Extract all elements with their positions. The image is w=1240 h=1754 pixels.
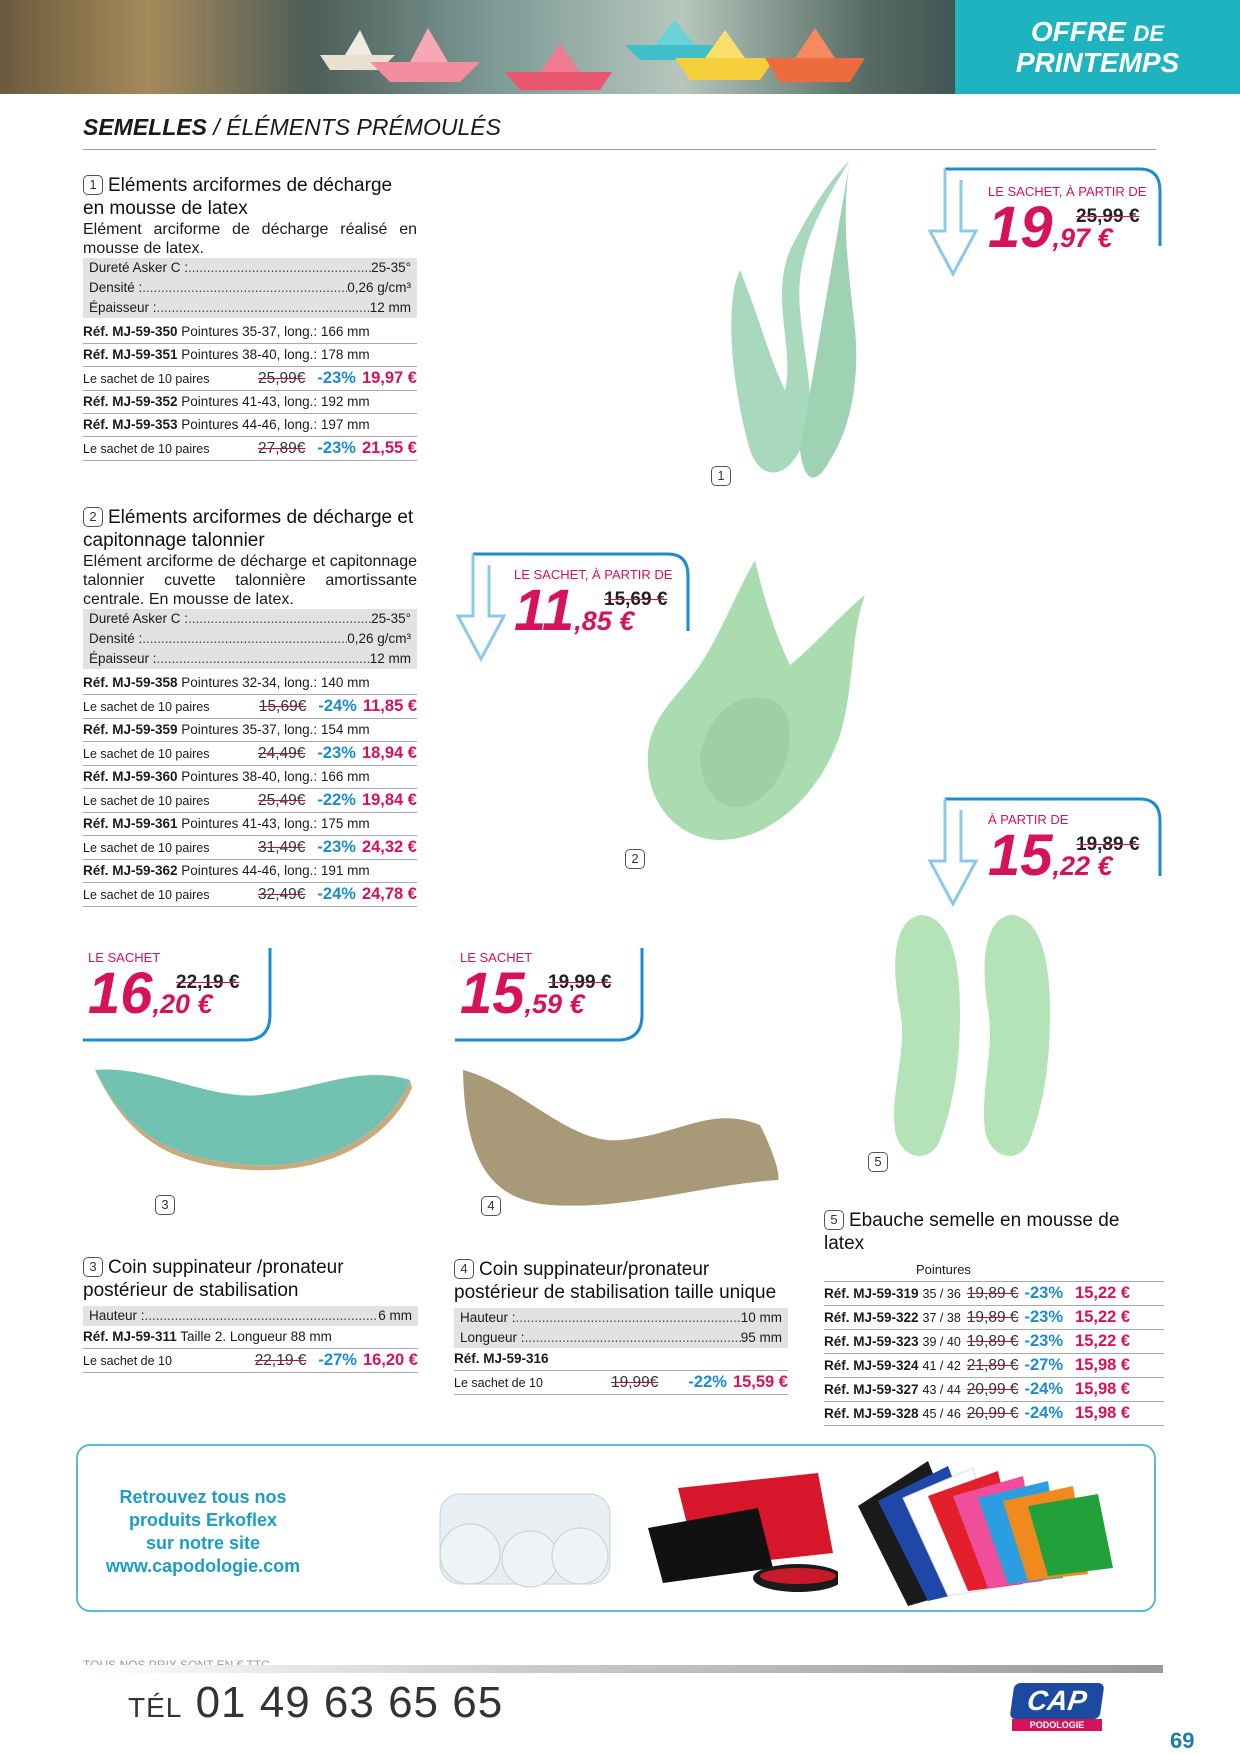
spec-label: Densité : — [89, 631, 143, 646]
product-3-title-text: Coin suppinateur /pronateur postérieur de stabilisation — [83, 1257, 344, 1301]
product-5-title — [824, 1209, 1164, 1255]
old-price: 19,89 € — [966, 1285, 1019, 1302]
price-label: Le sachet de 10 — [454, 1376, 543, 1390]
image-number-2: 2 — [625, 849, 645, 869]
product-4-specs — [454, 1308, 788, 1348]
new-price: 21,55 € — [361, 439, 417, 457]
price-tag-cents: ,85 € — [574, 606, 635, 636]
cap-logo — [1012, 1683, 1102, 1733]
ref-desc: Pointures 32-34, long.: 140 mm — [177, 675, 370, 690]
new-price: 15,22 € — [1075, 1332, 1131, 1350]
sizes-table-row — [824, 1378, 1164, 1402]
discount: -24% — [1024, 1404, 1064, 1422]
old-price: 32,49€ — [257, 886, 306, 903]
old-price: 27,89€ — [257, 440, 306, 457]
price-row — [83, 836, 417, 860]
sizes-table-row — [824, 1282, 1164, 1306]
ref-code: Réf. MJ-59-362 — [83, 863, 178, 878]
erkoflex-website-link[interactable]: www.capodologie.com — [105, 1556, 301, 1576]
price-label: Le sachet de 10 paires — [83, 888, 210, 902]
price-tag-old-price: 19,89 € — [1076, 834, 1140, 855]
product-2-refs — [83, 672, 417, 907]
spec-label: Longueur : — [460, 1330, 525, 1345]
ref-code: Réf. MJ-59-323 — [824, 1334, 919, 1349]
size-range: 45 / 46 — [922, 1407, 961, 1421]
spec-value: 25-35° — [371, 611, 411, 626]
spec-value: 12 mm — [369, 300, 411, 315]
size-range: 41 / 42 — [922, 1359, 961, 1373]
new-price: 16,20 € — [362, 1351, 418, 1369]
product-3-title — [83, 1256, 418, 1302]
ref-row — [83, 766, 417, 789]
new-price: 15,98 € — [1075, 1404, 1131, 1422]
product-1-image — [700, 150, 900, 500]
new-price: 18,94 € — [361, 744, 417, 762]
ref-row — [83, 813, 417, 836]
price-tag-4 — [460, 950, 612, 1033]
old-price: 19,89 € — [966, 1309, 1019, 1326]
new-price: 15,59 € — [732, 1373, 788, 1391]
erkoflex-line2: produits Erkoflex — [128, 1510, 278, 1530]
product-1-title-text: Eléments arciformes de décharge en mousse de latex — [83, 175, 393, 219]
ref-desc: Pointures 41-43, long.: 192 mm — [177, 394, 370, 409]
spec-value: 12 mm — [369, 651, 411, 666]
spec-row — [83, 629, 417, 649]
spec-value: 0,26 g/cm³ — [347, 631, 411, 646]
price-tag-old-price: 22,19 € — [176, 972, 240, 993]
ref-code: Réf. MJ-59-360 — [83, 769, 178, 784]
price-row — [83, 695, 417, 719]
price-label: Le sachet de 10 paires — [83, 841, 210, 855]
price-label: Le sachet de 10 paires — [83, 372, 210, 386]
ref-desc: Pointures 35-37, long.: 166 mm — [177, 324, 370, 339]
section-title — [83, 114, 501, 141]
section-title-rest: / ÉLÉMENTS PRÉMOULÉS — [206, 114, 501, 140]
price-tag-euros: 11 — [514, 578, 575, 643]
ref-code: Réf. MJ-59-351 — [83, 347, 178, 362]
price-tag-euros: 16 — [88, 961, 153, 1026]
product-5-image — [880, 910, 1080, 1170]
transparent-sheets-image — [430, 1484, 630, 1594]
price-tag-cents: ,22 € — [1052, 851, 1113, 881]
price-tag-caption: LE SACHET, À PARTIR DE — [988, 184, 1147, 199]
old-price: 22,19 € — [254, 1352, 307, 1369]
image-number-1: 1 — [711, 466, 731, 486]
footer-phone — [128, 1678, 503, 1728]
price-tag-caption: À PARTIR DE — [988, 812, 1069, 827]
red-black-sheets-image — [638, 1468, 838, 1603]
product-4-title — [454, 1258, 788, 1304]
new-price: 24,32 € — [361, 838, 417, 856]
old-price: 19,99€ — [610, 1374, 659, 1391]
ref-desc: Taille 2. Longueur 88 mm — [176, 1329, 332, 1344]
new-price: 15,22 € — [1075, 1284, 1131, 1302]
ref-row — [83, 860, 417, 883]
spec-value: 25-35° — [371, 260, 411, 275]
old-price: 25,49€ — [257, 792, 306, 809]
discount: -24% — [317, 885, 356, 903]
ref-code: Réf. MJ-59-350 — [83, 324, 178, 339]
price-tag-5 — [988, 812, 1140, 895]
image-number-3: 3 — [155, 1195, 175, 1215]
price-tag-euros: 19 — [988, 195, 1053, 260]
price-tag-euros: 15 — [460, 961, 525, 1026]
price-tag-cents: ,97 € — [1052, 223, 1113, 253]
spec-row — [83, 609, 417, 629]
discount: -23% — [317, 838, 356, 856]
discount: -27% — [318, 1351, 357, 1369]
sizes-table-row — [824, 1306, 1164, 1330]
product-number-badge: 5 — [824, 1210, 844, 1230]
ref-code: Réf. MJ-59-358 — [83, 675, 178, 690]
product-2-title — [83, 506, 417, 552]
erkoflex-line3: sur notre site — [145, 1533, 261, 1553]
spec-label: Épaisseur : — [89, 300, 157, 315]
old-price: 20,99 € — [966, 1405, 1019, 1422]
spec-leader-dots — [525, 1328, 741, 1348]
new-price: 15,22 € — [1075, 1308, 1131, 1326]
product-2-specs — [83, 609, 417, 669]
ref-desc: Pointures 38-40, long.: 166 mm — [177, 769, 370, 784]
product-1-description: Elément arciforme de décharge réalisé en mousse de latex. — [83, 221, 417, 257]
new-price: 15,98 € — [1075, 1380, 1131, 1398]
phone-number: 01 49 63 65 65 — [182, 1678, 504, 1727]
new-price: 11,85 € — [362, 697, 417, 715]
spec-label: Dureté Asker C : — [89, 260, 189, 275]
ref-desc: Pointures 35-37, long.: 154 mm — [177, 722, 370, 737]
ref-code: Réf. MJ-59-361 — [83, 816, 178, 831]
spec-leader-dots — [188, 258, 371, 278]
spec-leader-dots — [516, 1308, 741, 1328]
spec-leader-dots — [157, 649, 370, 669]
product-3-ref — [83, 1326, 418, 1349]
discount: -23% — [1024, 1284, 1064, 1302]
ref-row — [83, 719, 417, 742]
erkoflex-text — [98, 1486, 308, 1578]
ref-row — [83, 321, 417, 344]
product-number-badge: 2 — [83, 507, 103, 527]
erkoflex-promo-box — [76, 1444, 1156, 1612]
discount: -23% — [1024, 1308, 1064, 1326]
image-number-4: 4 — [481, 1196, 501, 1216]
ref-desc: Pointures 44-46, long.: 197 mm — [177, 417, 370, 432]
price-tag-caption: LE SACHET — [460, 950, 533, 965]
new-price: 19,97 € — [361, 369, 417, 387]
discount: -23% — [1024, 1332, 1064, 1350]
spring-offer-badge — [955, 0, 1240, 94]
product-4 — [454, 1258, 788, 1395]
price-tag-old-price: 15,69 € — [604, 589, 668, 610]
discount: -23% — [317, 439, 356, 457]
ref-code: Réf. MJ-59-359 — [83, 722, 178, 737]
product-number-badge: 3 — [83, 1257, 103, 1277]
discount: -23% — [317, 744, 356, 762]
price-tag-1 — [988, 184, 1146, 267]
price-label: Le sachet de 10 — [83, 1354, 172, 1368]
price-label: Le sachet de 10 paires — [83, 794, 210, 808]
price-tag-caption: LE SACHET, À PARTIR DE — [514, 567, 673, 582]
price-row — [83, 437, 417, 461]
sizes-table-row — [824, 1402, 1164, 1426]
product-2-title-text: Eléments arciformes de décharge et capitonnage talonnier — [83, 507, 414, 551]
section-title-bold: SEMELLES — [83, 114, 207, 140]
page-number: 69 — [1170, 1728, 1195, 1753]
spec-value: 10 mm — [740, 1310, 782, 1325]
header-banner — [0, 0, 1240, 94]
price-tag-caption: LE SACHET — [88, 950, 161, 965]
product-5-title-text: Ebauche semelle en mousse de latex — [824, 1210, 1120, 1254]
spec-row — [83, 649, 417, 669]
product-3-image — [90, 1060, 420, 1180]
offer-line2: PRINTEMPS — [1015, 47, 1180, 78]
footer-rule — [83, 1665, 1163, 1673]
size-range: 37 / 38 — [922, 1311, 961, 1325]
product-4-ref — [454, 1348, 788, 1371]
section-rule — [83, 149, 1156, 150]
price-tag-euros: 15 — [988, 823, 1053, 888]
product-4-image — [460, 1065, 780, 1215]
sizes-table-row — [824, 1354, 1164, 1378]
erkoflex-line1: Retrouvez tous nos — [119, 1487, 287, 1507]
spec-row — [454, 1308, 788, 1328]
spec-row — [83, 258, 417, 278]
product-3-price-row — [83, 1349, 418, 1373]
phone-label: TÉL — [128, 1692, 183, 1723]
product-1-specs — [83, 258, 417, 318]
price-label: Le sachet de 10 paires — [83, 700, 210, 714]
cap-logo-text: CAP — [1009, 1683, 1104, 1719]
discount: -24% — [1024, 1380, 1064, 1398]
price-row — [83, 367, 417, 391]
product-4-title-text: Coin suppinateur/pronateur postérieur de stabilisation taille unique — [454, 1259, 777, 1303]
old-price: 24,49€ — [257, 745, 306, 762]
product-1-title — [83, 174, 417, 220]
price-label: Le sachet de 10 paires — [83, 747, 210, 761]
sizes-table-row — [824, 1330, 1164, 1354]
spec-row — [83, 1306, 418, 1326]
offer-line1: OFFRE — [1030, 16, 1126, 47]
ref-row — [83, 391, 417, 414]
ref-code: Réf. MJ-59-324 — [824, 1358, 919, 1373]
ref-desc: Pointures 44-46, long.: 191 mm — [177, 863, 370, 878]
cap-logo-subtext: PODOLOGIE — [1012, 1719, 1102, 1731]
ref-row — [83, 414, 417, 437]
ref-desc: Pointures 38-40, long.: 178 mm — [177, 347, 370, 362]
product-number-badge: 4 — [454, 1259, 474, 1279]
spec-label: Dureté Asker C : — [89, 611, 189, 626]
offer-de: DE — [1133, 21, 1165, 46]
old-price: 15,69€ — [258, 698, 307, 715]
old-price: 21,89 € — [966, 1357, 1019, 1374]
new-price: 15,98 € — [1075, 1356, 1131, 1374]
price-tag-old-price: 19,99 € — [548, 972, 612, 993]
spec-value: 0,26 g/cm³ — [347, 280, 411, 295]
ref-code: Réf. MJ-59-353 — [83, 417, 178, 432]
product-5-rows — [824, 1282, 1164, 1426]
colored-sheets-image — [848, 1456, 1148, 1606]
product-3 — [83, 1256, 418, 1373]
price-row — [83, 742, 417, 766]
product-1-refs — [83, 321, 417, 461]
ref-code: Réf. MJ-59-328 — [824, 1406, 919, 1421]
product-2-description: Elément arciforme de décharge et capitonnage talonnier cuvette talonnière amortissante centrale. En mousse de latex. — [83, 553, 417, 608]
spec-leader-dots — [145, 1306, 379, 1326]
spec-value: 95 mm — [740, 1330, 782, 1345]
discount: -23% — [317, 369, 356, 387]
price-row — [83, 789, 417, 813]
price-row — [83, 883, 417, 907]
ref-desc: Pointures 41-43, long.: 175 mm — [177, 816, 370, 831]
old-price: 25,99€ — [257, 370, 306, 387]
ref-code: Réf. MJ-59-311 — [83, 1329, 177, 1344]
spec-value: 6 mm — [378, 1308, 412, 1323]
new-price: 19,84 € — [361, 791, 417, 809]
discount: -22% — [688, 1373, 727, 1391]
product-3-specs — [83, 1306, 418, 1326]
spec-row — [454, 1328, 788, 1348]
spec-label: Densité : — [89, 280, 143, 295]
size-range: 35 / 36 — [922, 1287, 961, 1301]
ref-code: Réf. MJ-59-316 — [454, 1351, 549, 1366]
price-tag-cents: ,20 € — [152, 989, 213, 1019]
spec-leader-dots — [142, 278, 347, 298]
discount: -24% — [318, 697, 357, 715]
ref-row — [83, 344, 417, 367]
discount: -27% — [1024, 1356, 1064, 1374]
ref-code: Réf. MJ-59-352 — [83, 394, 178, 409]
spec-row — [83, 278, 417, 298]
product-4-price-row — [454, 1371, 788, 1395]
product-2 — [83, 506, 417, 907]
sizes-column-header: Pointures — [824, 1259, 1164, 1282]
product-number-badge: 1 — [83, 175, 103, 195]
spec-leader-dots — [157, 298, 370, 318]
new-price: 24,78 € — [361, 885, 417, 903]
product-1 — [83, 174, 417, 461]
spec-row — [83, 298, 417, 318]
ref-code: Réf. MJ-59-322 — [824, 1310, 919, 1325]
spec-leader-dots — [188, 609, 371, 629]
spec-leader-dots — [142, 629, 347, 649]
spec-label: Hauteur : — [89, 1308, 145, 1323]
discount: -22% — [317, 791, 356, 809]
spec-label: Épaisseur : — [89, 651, 157, 666]
ref-row — [83, 672, 417, 695]
price-tag-old-price: 25,99 € — [1076, 206, 1140, 227]
old-price: 20,99 € — [966, 1381, 1019, 1398]
ref-code: Réf. MJ-59-327 — [824, 1382, 919, 1397]
image-number-5: 5 — [868, 1152, 888, 1172]
size-range: 43 / 44 — [922, 1383, 961, 1397]
price-tag-cents: ,59 € — [524, 989, 585, 1019]
size-range: 39 / 40 — [922, 1335, 961, 1349]
old-price: 19,89 € — [966, 1333, 1019, 1350]
product-5 — [824, 1209, 1164, 1426]
spec-label: Hauteur : — [460, 1310, 516, 1325]
old-price: 31,49€ — [257, 839, 306, 856]
price-tag-3 — [88, 950, 240, 1033]
ref-code: Réf. MJ-59-319 — [824, 1286, 919, 1301]
price-label: Le sachet de 10 paires — [83, 442, 210, 456]
price-tag-2 — [514, 567, 672, 650]
